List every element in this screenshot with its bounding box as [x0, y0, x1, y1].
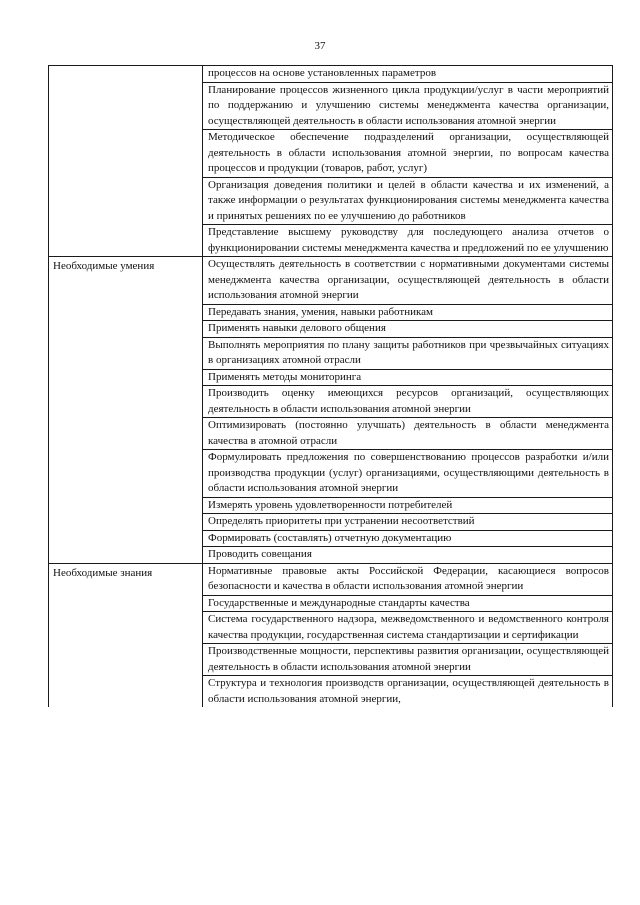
list-item: Передавать знания, умения, навыки работникам: [203, 305, 612, 322]
section-label: Необходимые умения: [49, 257, 203, 564]
list-item: Осуществлять деятельность в соответствии с нормативными документами системы менеджмента качества организации, осуществляющей деятельность в области использования атомной энергии: [203, 257, 612, 305]
page-number: 37: [314, 40, 326, 52]
table-row: [49, 257, 613, 564]
list-item: Производственные мощности, перспективы развития организации, осуществляющей деятельность в области использования атомной энергии: [203, 644, 612, 676]
list-item: Система государственного надзора, межведомственного и ведомственного контроля качества продукции, государственная система стандартизации и сертификации: [203, 612, 612, 644]
list-item: Применять навыки делового общения: [203, 321, 612, 338]
table-row: [49, 563, 613, 707]
section-items: [203, 563, 613, 707]
list-item: Определять приоритеты при устранении несоответствий: [203, 514, 612, 531]
list-item: Выполнять мероприятия по плану защиты работников при чрезвычайных ситуациях в организациях атомной отрасли: [203, 338, 612, 370]
list-item: Методическое обеспечение подразделений организации, осуществляющей деятельность в области использования атомной энергии, по вопросам качества процессов и продукции (товаров, работ, услуг): [203, 130, 612, 178]
section-label: Необходимые знания: [49, 563, 203, 707]
list-item: Производить оценку имеющихся ресурсов организаций, осуществляющих деятельность в области использования атомной энергии: [203, 386, 612, 418]
list-item: Оптимизировать (постоянно улучшать) деятельность в области менеджмента качества в атомной отрасли: [203, 418, 612, 450]
list-item: Планирование процессов жизненного цикла продукции/услуг в части мероприятий по поддержанию и улучшению системы менеджмента качества организации, осуществляющей деятельность в области использования атомной энергии: [203, 83, 612, 131]
list-item: Организация доведения политики и целей в области качества и их изменений, а также информации о результатах функционирования системы менеджмента качества и принятых решениях по ее улучшению до работников: [203, 178, 612, 226]
section-items: [203, 257, 613, 564]
section-label: [49, 66, 203, 257]
table-body: [49, 66, 613, 708]
list-item: Применять методы мониторинга: [203, 370, 612, 387]
list-item: Формировать (составлять) отчетную документацию: [203, 531, 612, 548]
list-item: Проводить совещания: [208, 548, 312, 560]
list-item: процессов на основе установленных параметров: [203, 66, 612, 83]
table-row: [49, 66, 613, 257]
list-item: Государственные и международные стандарты качества: [203, 596, 612, 613]
section-items: [203, 66, 613, 257]
list-item: Формулировать предложения по совершенствованию процессов разработки и/или производства продукции (услуг) организациями, осуществляющими деятельность в области использования атомной энергии: [203, 450, 612, 498]
list-item: Структура и технология производств организации, осуществляющей деятельность в области использования атомной энергии,: [208, 677, 609, 705]
list-item: Представление высшему руководству для последующего анализа отчетов о функционировании системы менеджмента качества и предложений по ее улучшению: [208, 226, 609, 254]
competency-table: [48, 65, 613, 707]
list-item: Измерять уровень удовлетворенности потребителей: [203, 498, 612, 515]
list-item: Нормативные правовые акты Российской Федерации, касающиеся вопросов безопасности и качества в области использования атомной энергии: [203, 564, 612, 596]
